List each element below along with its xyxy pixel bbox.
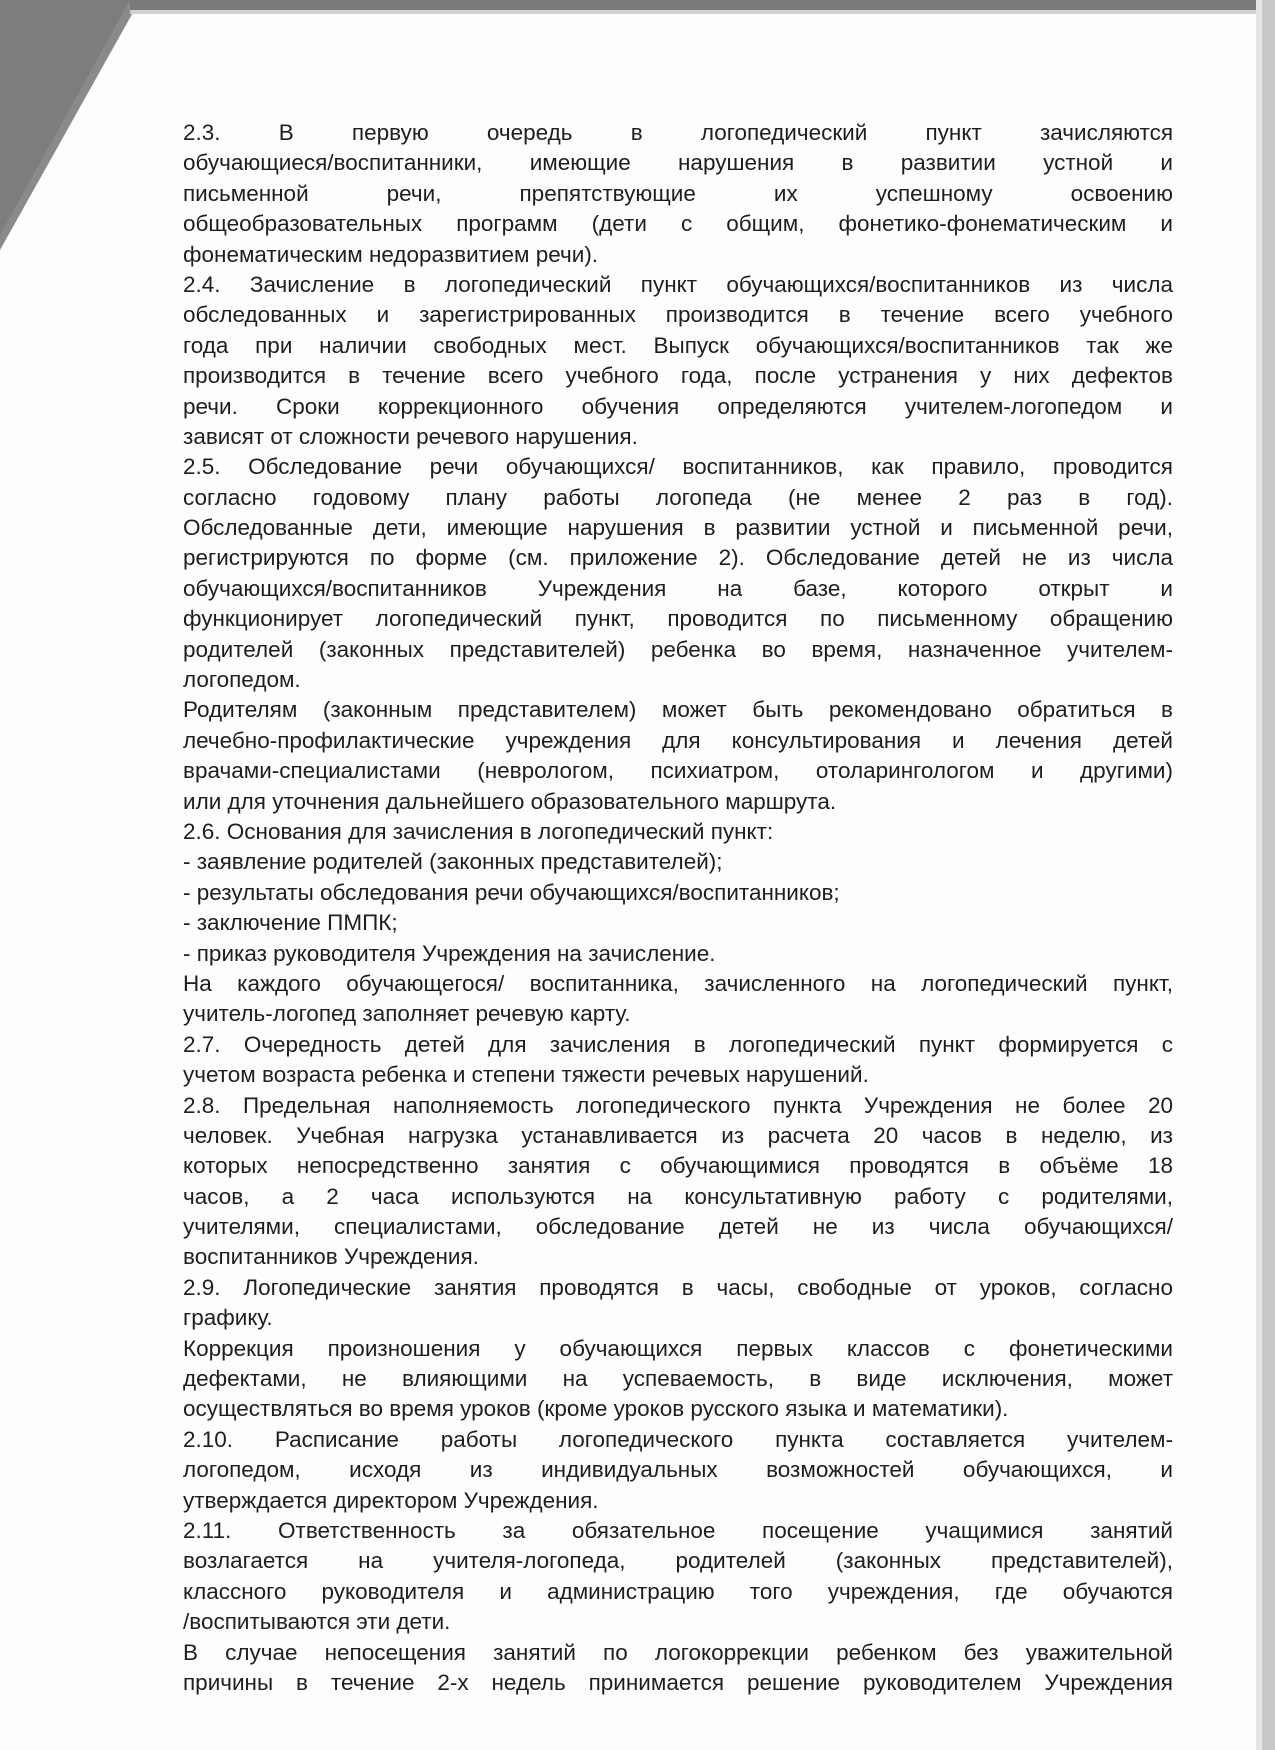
text-line: 2.6. Основания для зачисления в логопедический пункт: [183,818,774,844]
text-line: или для уточнения дальнейшего образовательного маршрута. [183,788,837,814]
text-line: часов, а 2 часа используются на консультативную работу с родителями, [183,1183,1173,1209]
text-line: возлагается на учителя-логопеда, родителей (законных представителей), [183,1548,1173,1574]
text-line: которых непосредственно занятия с обучающимися проводятся в объёме 18 [183,1153,1173,1179]
text-line: учителями, специалистами, обследование детей не из числа обучающихся/ [183,1214,1173,1240]
text-line: логопедом, исходя из индивидуальных возможностей обучающихся, и [183,1457,1173,1483]
text-line: причины в течение 2-х недель принимается решение руководителем Учреждения [183,1669,1173,1695]
text-line: 2.8. Предельная наполняемость логопедического пункта Учреждения не более 20 [183,1092,1173,1118]
text-line: На каждого обучающегося/ воспитанника, зачисленного на логопедический пункт, [183,970,1173,996]
text-line: обучающихся/воспитанников Учреждения на базе, которого открыт и [183,575,1173,601]
text-line: 2.10. Расписание работы логопедического пункта составляется учителем- [183,1426,1173,1452]
text-line: осуществляться во время уроков (кроме уроков русского языка и математики). [183,1396,1009,1422]
text-line: Коррекция произношения у обучающихся первых классов с фонетическими [183,1335,1173,1361]
text-line: - результаты обследования речи обучающихся/воспитанников; [183,879,840,905]
text-line: общеобразовательных программ (дети с общим, фонетико-фонематическим и [183,211,1173,237]
text-line: утверждается директором Учреждения. [183,1487,599,1513]
text-line: родителей (законных представителей) ребенка во время, назначенное учителем- [183,636,1173,662]
text-line: 2.7. Очередность детей для зачисления в логопедический пункт формируется с [183,1031,1173,1057]
text-line: 2.5. Обследование речи обучающихся/ воспитанников, как правило, проводится [183,454,1173,480]
text-line: дефектами, не влияющими на успеваемость, в виде исключения, может [183,1366,1173,1392]
text-line: обучающиеся/воспитанники, имеющие нарушения в развитии устной и [183,150,1173,176]
text-line: 2.3. В первую очередь в логопедический пункт зачисляются [183,120,1173,145]
text-line: функционирует логопедический пункт, проводится по письменному обращению [183,606,1173,632]
text-line: зависят от сложности речевого нарушения. [183,423,638,449]
document-body [183,118,1173,1698]
text-line: - приказ руководителя Учреждения на зачисление. [183,940,716,966]
text-line: В случае непосещения занятий по логокоррекции ребенком без уважительной [183,1639,1173,1665]
text-line: человек. Учебная нагрузка устанавливается из расчета 20 часов в неделю, из [183,1122,1173,1148]
text-line: речи. Сроки коррекционного обучения определяются учителем-логопедом и [183,393,1173,419]
text-line: обследованных и зарегистрированных производится в течение всего учебного [183,302,1173,328]
text-line: Обследованные дети, имеющие нарушения в развитии устной и письменной речи, [183,515,1173,541]
text-line: лечебно-профилактические учреждения для консультирования и лечения детей [183,727,1173,753]
text-line: года при наличии свободных мест. Выпуск обучающихся/воспитанников так же [183,332,1173,358]
text-line: графику. [183,1305,273,1331]
text-line: врачами-специалистами (неврологом, психиатром, отоларингологом и другими) [183,758,1173,784]
text-line: /воспитываются эти дети. [183,1609,451,1635]
text-line: согласно годовому плану работы логопеда (не менее 2 раз в год). [183,484,1173,510]
text-line: 2.11. Ответственность за обязательное посещение учащимися занятий [183,1517,1173,1543]
text-line: Родителям (законным представителем) может быть рекомендовано обратиться в [183,697,1173,723]
text-line: - заявление родителей (законных представителей); [183,849,723,875]
text-line: письменной речи, препятствующие их успешному освоению [183,180,1173,206]
text-line: учетом возраста ребенка и степени тяжести речевых нарушений. [183,1062,869,1088]
text-line: воспитанников Учреждения. [183,1244,479,1270]
text-line: производится в течение всего учебного года, после устранения у них дефектов [183,363,1173,389]
text-line: фонематическим недоразвитием речи). [183,241,599,267]
text-line: - заключение ПМПК; [183,910,398,936]
text-line: учитель-логопед заполняет речевую карту. [183,1001,631,1027]
text-line: 2.9. Логопедические занятия проводятся в часы, свободные от уроков, согласно [183,1274,1173,1300]
text-line: классного руководителя и администрацию того учреждения, где обучаются [183,1578,1173,1604]
text-line: логопедом. [183,667,301,693]
text-line: регистрируются по форме (см. приложение 2). Обследование детей не из числа [183,545,1173,571]
text-line: 2.4. Зачисление в логопедический пункт обучающихся/воспитанников из числа [183,271,1173,297]
